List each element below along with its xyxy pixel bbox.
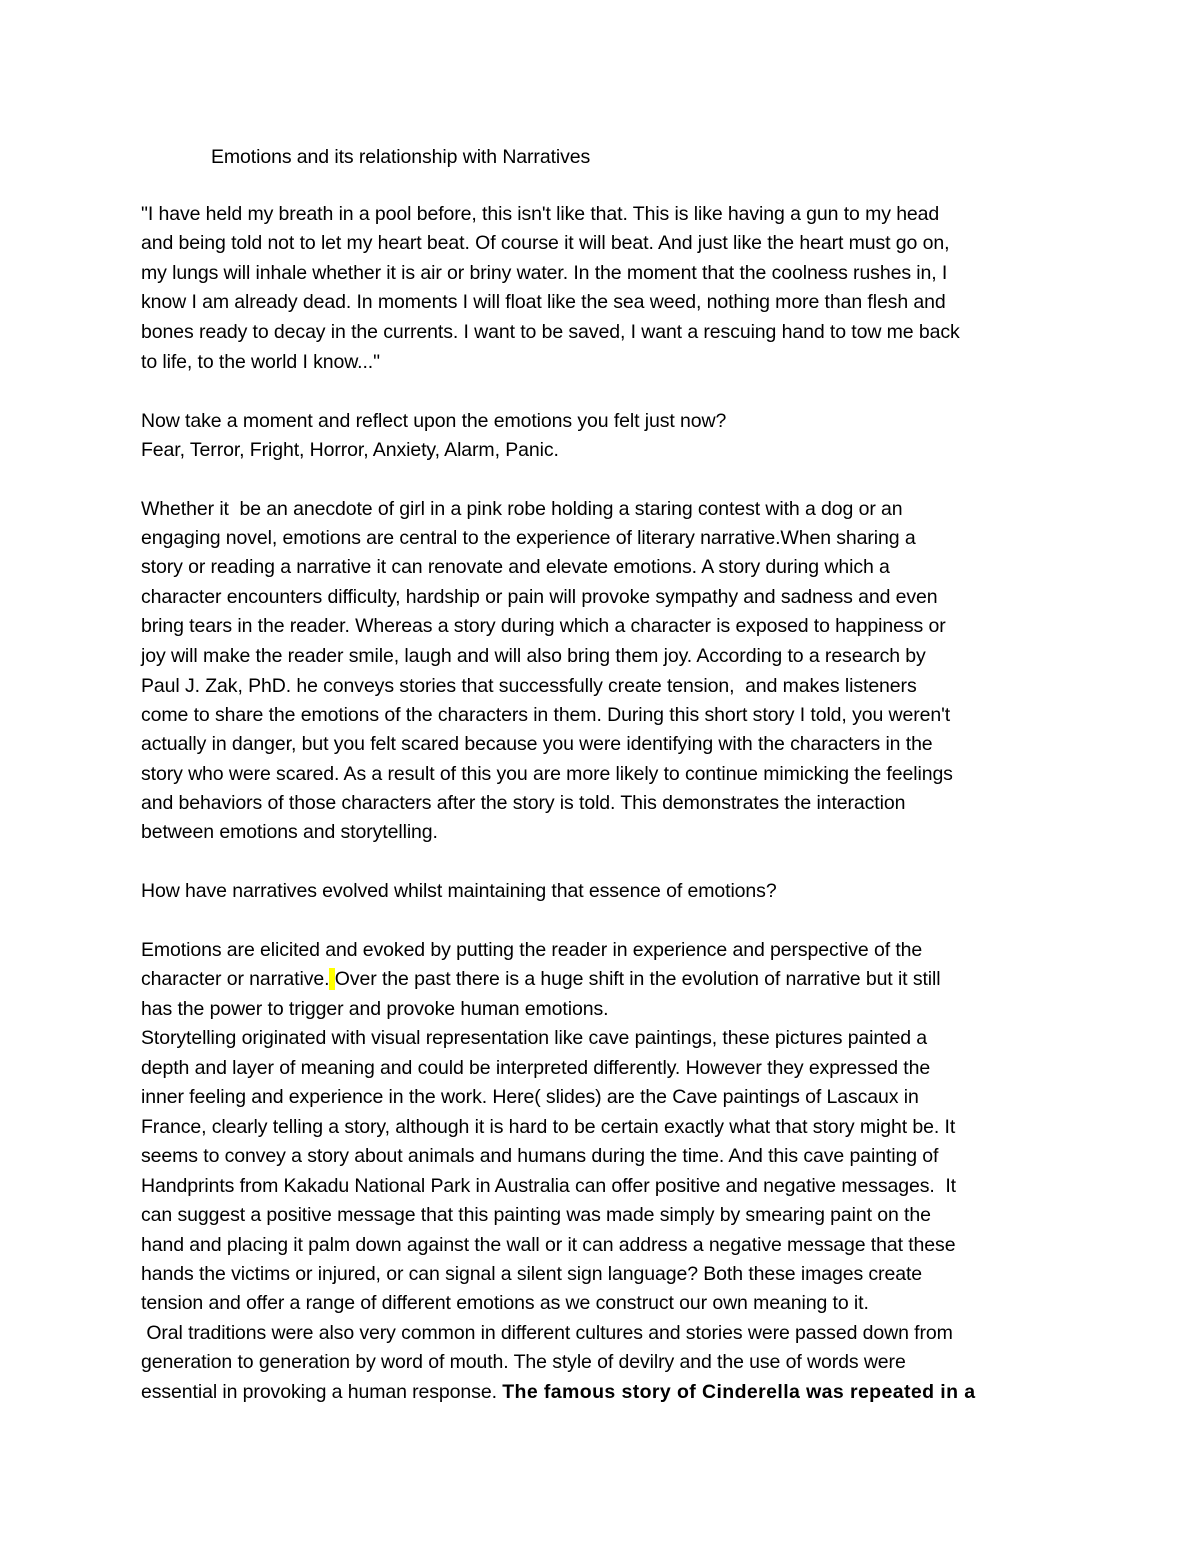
- text-line: generation to generation by word of mouth. The style of devilry and the use of words were: [141, 1351, 906, 1373]
- text-line: come to share the emotions of the characters in them. During this short story I told, you weren't: [141, 704, 951, 726]
- text-line: hands the victims or injured, or can signal a silent sign language? Both these images create: [141, 1263, 923, 1285]
- text-line: Whether it be an anecdote of girl in a pink robe holding a staring contest with a dog or an: [141, 498, 903, 520]
- text-line: [141, 967, 940, 991]
- text-line: inner feeling and experience in the work. Here( slides) are the Cave paintings of Lascaux in: [141, 1086, 919, 1108]
- text-span: character or narrative.: [141, 968, 330, 990]
- text-line: Emotions are elicited and evoked by putting the reader in experience and perspective of the: [141, 939, 923, 961]
- text-line: joy will make the reader smile, laugh and will also bring them joy. According to a research by: [141, 645, 926, 667]
- text-line: hand and placing it palm down against the wall or it can address a negative message that these: [141, 1234, 956, 1256]
- text-line: Fear, Terror, Fright, Horror, Anxiety, Alarm, Panic.: [141, 439, 559, 461]
- text-line: Oral traditions were also very common in different cultures and stories were passed down from: [141, 1322, 953, 1344]
- text-line: story who were scared. As a result of this you are more likely to continue mimicking the feelings: [141, 763, 953, 785]
- text-line: can suggest a positive message that this painting was made simply by smearing paint on the: [141, 1204, 931, 1226]
- text-line: my lungs will inhale whether it is air or briny water. In the moment that the coolness rushes in, I: [141, 262, 948, 284]
- text-line: "I have held my breath in a pool before, this isn't like that. This is like having a gun to my head: [141, 203, 940, 225]
- text-line: depth and layer of meaning and could be interpreted differently. However they expressed the: [141, 1057, 931, 1079]
- text-span: Over the past there is a huge shift in the evolution of narrative but it still: [334, 968, 941, 990]
- text-line: Storytelling originated with visual representation like cave paintings, these pictures painted a: [141, 1027, 928, 1049]
- text-line: Now take a moment and reflect upon the emotions you felt just now?: [141, 410, 727, 432]
- document-title: Emotions and its relationship with Narratives: [211, 146, 591, 168]
- text-line: Handprints from Kakadu National Park in Australia can offer positive and negative messages. It: [141, 1175, 957, 1197]
- text-line: tension and offer a range of different emotions as we construct our own meaning to it.: [141, 1292, 869, 1314]
- bold-text: The famous story of Cinderella was repeated in a: [502, 1381, 976, 1403]
- text-line: bones ready to decay in the currents. I want to be saved, I want a rescuing hand to tow me back: [141, 321, 960, 343]
- text-line: Paul J. Zak, PhD. he conveys stories that successfully create tension, and makes listeners: [141, 675, 917, 697]
- text-line: France, clearly telling a story, although it is hard to be certain exactly what that story might be. It: [141, 1116, 956, 1138]
- text-line: seems to convey a story about animals and humans during the time. And this cave painting of: [141, 1145, 939, 1167]
- text-line: [141, 1380, 975, 1404]
- text-line: to life, to the world I know...": [141, 351, 380, 373]
- text-line: character encounters difficulty, hardship or pain will provoke sympathy and sadness and even: [141, 586, 938, 608]
- text-line: story or reading a narrative it can renovate and elevate emotions. A story during which a: [141, 556, 890, 578]
- text-line: has the power to trigger and provoke human emotions.: [141, 998, 609, 1020]
- text-line: between emotions and storytelling.: [141, 821, 438, 843]
- text-line: bring tears in the reader. Whereas a story during which a character is exposed to happiness or: [141, 615, 946, 637]
- text-span: essential in provoking a human response.: [141, 1381, 503, 1403]
- text-line: and being told not to let my heart beat. Of course it will beat. And just like the heart must go on,: [141, 232, 950, 254]
- text-line: How have narratives evolved whilst maintaining that essence of emotions?: [141, 880, 777, 902]
- text-line: engaging novel, emotions are central to the experience of literary narrative.When sharing a: [141, 527, 916, 549]
- text-line: know I am already dead. In moments I will float like the sea weed, nothing more than flesh and: [141, 291, 946, 313]
- text-line: actually in danger, but you felt scared because you were identifying with the characters in the: [141, 733, 933, 755]
- text-line: and behaviors of those characters after the story is told. This demonstrates the interaction: [141, 792, 906, 814]
